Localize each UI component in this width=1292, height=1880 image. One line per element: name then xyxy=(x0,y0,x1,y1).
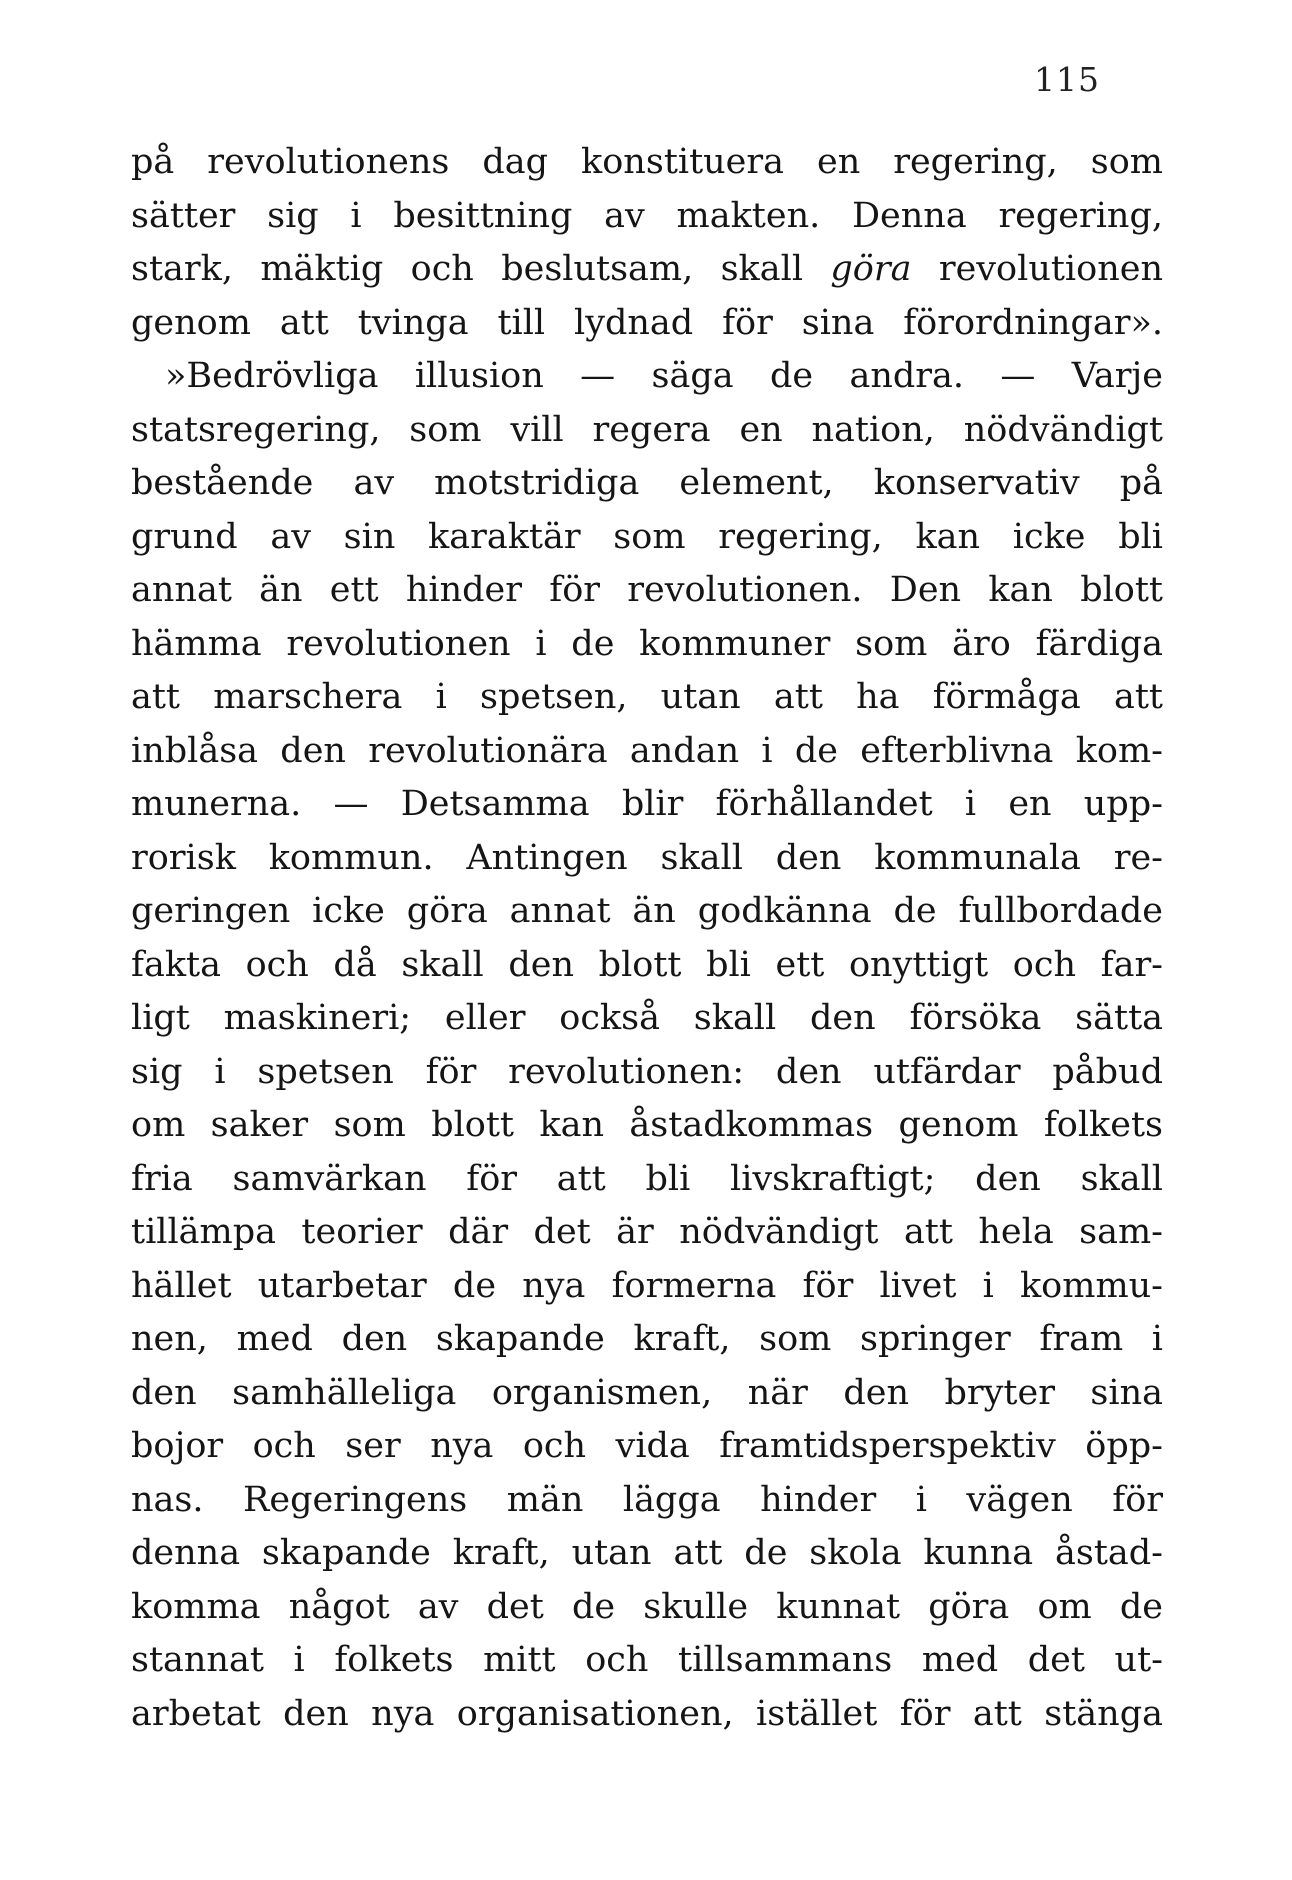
text-line: om saker som blott kan åstadkommas genom folkets xyxy=(131,1105,1163,1145)
text-line: nen, med den skapande kraft, som springer fram i xyxy=(131,1319,1163,1359)
text-line: denna skapande kraft, utan att de skola kunna åstad- xyxy=(131,1533,1163,1573)
text-segment: revolutionen xyxy=(911,249,1163,289)
text-line: fria samvärkan för att bli livskraftigt; den skall xyxy=(131,1158,1163,1199)
page-number: 115 xyxy=(1034,60,1100,99)
paragraph-start-line: »Bedrövliga illusion — säga de andra. — Varje xyxy=(165,356,1163,396)
text-line: hället utarbetar de nya formerna för livet i kommu- xyxy=(131,1265,1163,1306)
text-line: den samhälleliga organismen, när den bryter sina xyxy=(131,1372,1163,1413)
text-line: att marschera i spetsen, utan att ha förmåga att xyxy=(131,677,1163,717)
text-line-with-emphasis xyxy=(131,243,1163,297)
text-line: hämma revolutionen i de kommuner som äro färdiga xyxy=(131,623,1163,664)
text-line: annat än ett hinder för revolutionen. Den kan blott xyxy=(131,570,1163,610)
body-text xyxy=(131,136,1163,1741)
text-line: ligt maskineri; eller också skall den försöka sätta xyxy=(131,998,1163,1038)
text-line: grund av sin karaktär som regering, kan icke bli xyxy=(131,516,1163,557)
text-line: bojor och ser nya och vida framtidsperspektiv öpp- xyxy=(131,1426,1163,1466)
text-line: sig i spetsen för revolutionen: den utfärdar påbud xyxy=(131,1051,1163,1092)
text-line: arbetat den nya organisationen, istället för att stänga xyxy=(131,1693,1163,1734)
text-line: inblåsa den revolutionära andan i de efterblivna kom- xyxy=(131,730,1163,771)
text-line: komma något av det de skulle kunnat göra om de xyxy=(131,1586,1163,1627)
text-line: rorisk kommun. Antingen skall den kommunala re- xyxy=(131,837,1163,878)
text-line: genom att tvinga till lydnad för sina förordningar». xyxy=(131,302,1163,343)
text-line: bestående av motstridiga element, konservativ på xyxy=(131,463,1163,503)
text-line: stannat i folkets mitt och tillsammans med det ut- xyxy=(131,1640,1163,1680)
emphasized-word: göra xyxy=(830,249,912,289)
text-line: geringen icke göra annat än godkänna de fullbordade xyxy=(131,891,1163,931)
text-line: på revolutionens dag konstituera en regering, som xyxy=(131,142,1163,182)
text-line: statsregering, som vill regera en nation, nödvändigt xyxy=(131,409,1163,450)
text-line: nas. Regeringens män lägga hinder i vägen för xyxy=(131,1479,1163,1520)
text-line: munerna. — Detsamma blir förhållandet i en upp- xyxy=(131,784,1163,824)
text-segment: stark, mäktig och beslutsam, skall xyxy=(131,249,831,289)
text-line: sätter sig i besittning av makten. Denna regering, xyxy=(131,195,1163,236)
text-line: fakta och då skall den blott bli ett onyttigt och far- xyxy=(131,944,1163,985)
text-line: tillämpa teorier där det är nödvändigt att hela sam- xyxy=(131,1212,1163,1252)
